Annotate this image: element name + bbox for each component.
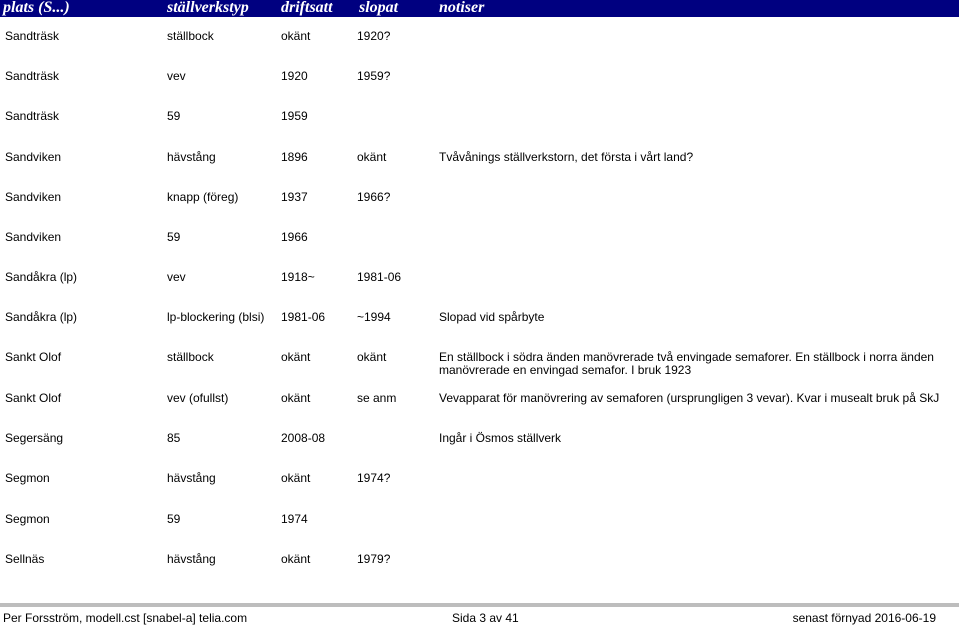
- cell-type: vev: [167, 69, 186, 83]
- cell-type: 85: [167, 431, 181, 445]
- cell-removed: 1920?: [357, 29, 391, 43]
- cell-note: Ingår i Ösmos ställverk: [439, 431, 562, 445]
- cell-built: 1937: [281, 190, 308, 204]
- cell-place: Sandträsk: [5, 29, 60, 43]
- table-row: [0, 311, 959, 337]
- table-row: [0, 432, 959, 458]
- cell-built: okänt: [281, 471, 311, 485]
- table-row: [0, 271, 959, 297]
- header-removed: slopat: [359, 0, 399, 16]
- table-row: [0, 553, 959, 579]
- cell-built: 1918~: [281, 270, 315, 284]
- cell-removed: ~1994: [357, 310, 391, 324]
- cell-built: 1959: [281, 109, 308, 123]
- table-row: [0, 231, 959, 257]
- cell-removed: 1966?: [357, 190, 391, 204]
- cell-type: hävstång: [167, 150, 216, 164]
- cell-place: Sandviken: [5, 150, 62, 164]
- cell-place: Sankt Olof: [5, 350, 62, 364]
- cell-note: Tvåvånings ställverkstorn, det första i vårt land?: [439, 150, 694, 164]
- cell-place: Sellnäs: [5, 552, 45, 566]
- cell-built: 2008-08: [281, 431, 326, 445]
- cell-note: En ställbock i södra änden manövrerade två envingade semaforer. En ställbock i norra änden manövrerade en envingad semafor. I bruk 1923: [439, 350, 934, 377]
- cell-built: 1981-06: [281, 310, 326, 324]
- table-row: [0, 70, 959, 96]
- cell-place: Segmon: [5, 471, 50, 485]
- cell-built: 1974: [281, 512, 308, 526]
- table-row: [0, 30, 959, 56]
- cell-type: knapp (föreg): [167, 190, 239, 204]
- table-row: [0, 110, 959, 136]
- cell-place: Segersäng: [5, 431, 64, 445]
- cell-type: 59: [167, 109, 181, 123]
- cell-type: 59: [167, 512, 181, 526]
- table-row: [0, 191, 959, 217]
- cell-removed: se anm: [357, 391, 397, 405]
- footer-divider: [0, 603, 959, 607]
- cell-type: hävstång: [167, 471, 216, 485]
- cell-built: 1896: [281, 150, 308, 164]
- cell-place: Sandviken: [5, 190, 62, 204]
- cell-removed: 1981-06: [357, 270, 402, 284]
- cell-note: Slopad vid spårbyte: [439, 310, 545, 324]
- table-row: [0, 351, 959, 377]
- cell-type: vev: [167, 270, 186, 284]
- cell-type: vev (ofullst): [167, 391, 229, 405]
- cell-type: ställbock: [167, 29, 214, 43]
- footer-updated: senast förnyad 2016-06-19: [792, 611, 936, 625]
- cell-removed: 1979?: [357, 552, 391, 566]
- cell-built: okänt: [281, 552, 311, 566]
- cell-built: okänt: [281, 29, 311, 43]
- header-notes: notiser: [439, 0, 485, 16]
- cell-place: Segmon: [5, 512, 50, 526]
- header-built: driftsatt: [281, 0, 333, 16]
- cell-type: 59: [167, 230, 181, 244]
- cell-built: okänt: [281, 350, 311, 364]
- cell-removed: okänt: [357, 350, 387, 364]
- cell-removed: 1974?: [357, 471, 391, 485]
- cell-note: Vevapparat för manövrering av semaforen (ursprungligen 3 vevar). Kvar i musealt bruk på SkJ: [439, 391, 940, 405]
- cell-type: ställbock: [167, 350, 214, 364]
- cell-removed: 1959?: [357, 69, 391, 83]
- table-row: [0, 513, 959, 539]
- footer-page-number: Sida 3 av 41: [452, 611, 519, 625]
- header-bar: [0, 0, 959, 17]
- cell-place: Sandåkra (lp): [5, 270, 78, 284]
- cell-built: 1966: [281, 230, 308, 244]
- table-row: [0, 392, 959, 418]
- header-place: plats (S...): [3, 0, 70, 16]
- cell-built: 1920: [281, 69, 308, 83]
- header-type: ställverkstyp: [167, 0, 249, 16]
- footer-author: Per Forsström, modell.cst [snabel-a] telia.com: [3, 611, 248, 625]
- cell-type: lp-blockering (blsi): [167, 310, 265, 324]
- cell-place: Sandåkra (lp): [5, 310, 78, 324]
- table-row: [0, 472, 959, 498]
- cell-place: Sankt Olof: [5, 391, 62, 405]
- table-row: [0, 151, 959, 177]
- cell-place: Sandträsk: [5, 109, 60, 123]
- cell-type: hävstång: [167, 552, 216, 566]
- cell-place: Sandviken: [5, 230, 62, 244]
- cell-built: okänt: [281, 391, 311, 405]
- cell-place: Sandträsk: [5, 69, 60, 83]
- cell-removed: okänt: [357, 150, 387, 164]
